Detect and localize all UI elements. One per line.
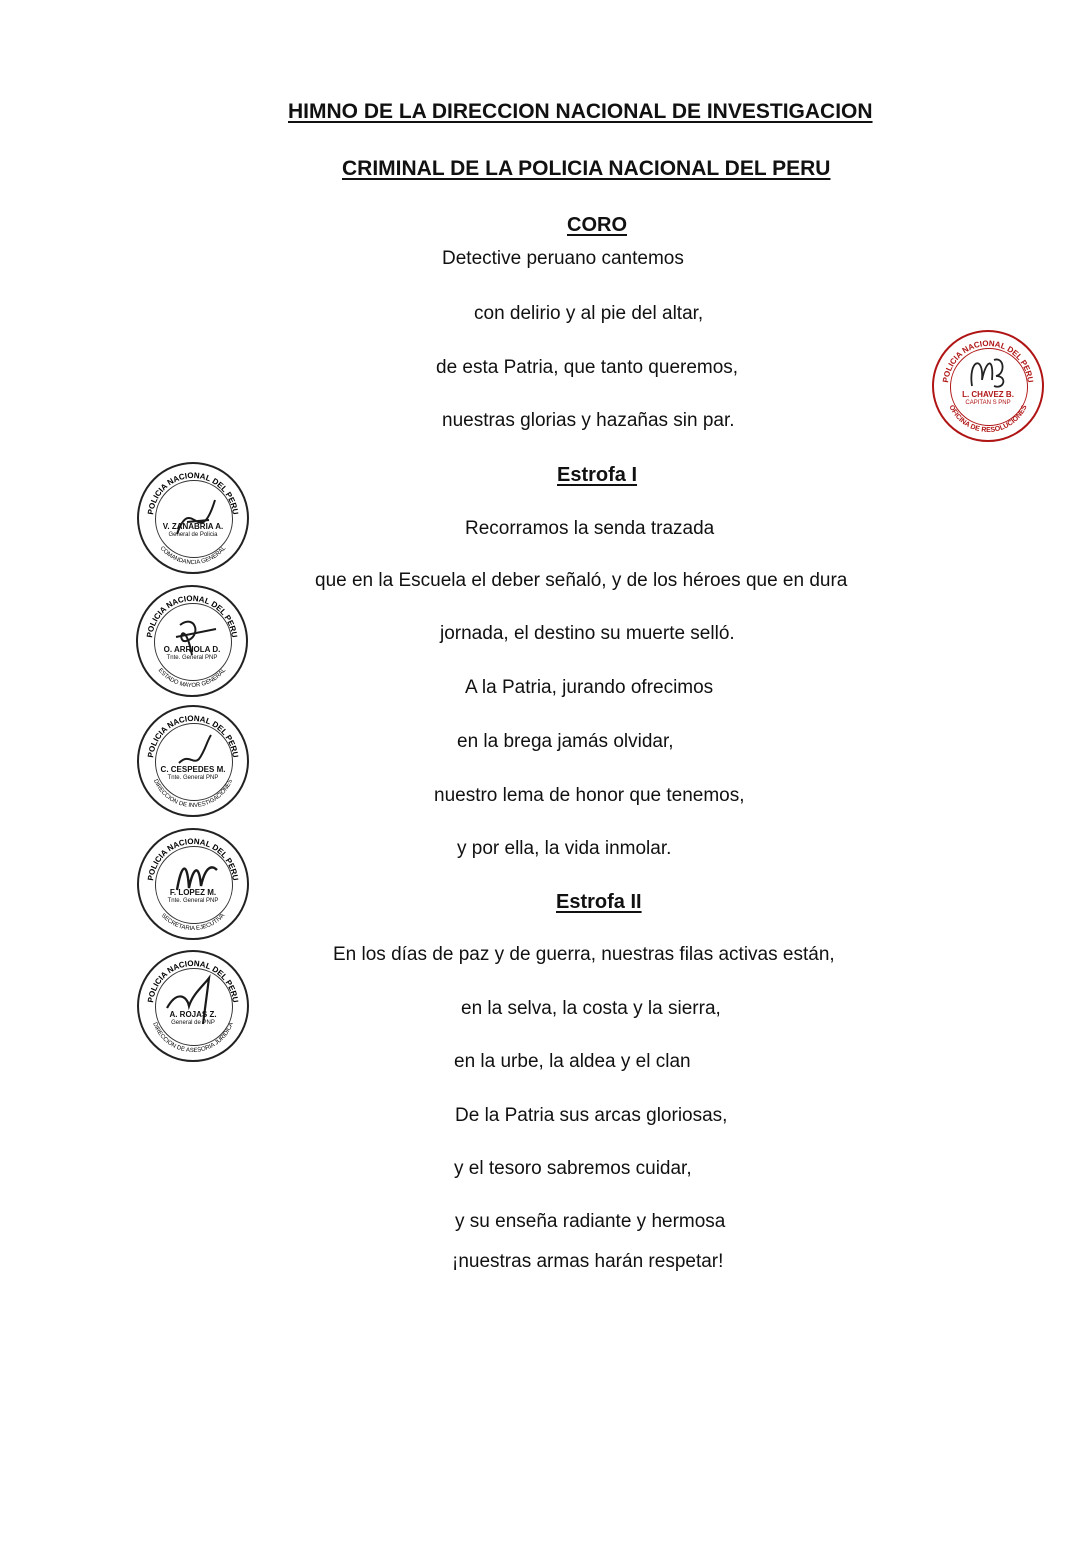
estrofa-2-line: De la Patria sus arcas gloriosas, xyxy=(455,1105,728,1126)
red-seal-rank: CAPITAN S PNP xyxy=(965,400,1011,406)
coro-line: de esta Patria, que tanto queremos, xyxy=(436,357,739,378)
seal-ring-bottom: ESTADO MAYOR GENERAL xyxy=(156,667,228,690)
seal-name: V. ZANABRIA A. xyxy=(162,522,224,531)
seal-name: O. ARRIOLA D. xyxy=(163,645,221,654)
seal-rank: General de Policia xyxy=(168,532,218,538)
estrofa-1-line: que en la Escuela el deber señaló, y de los héroes que en dura xyxy=(315,570,848,591)
seal-ring-top: POLICIA NACIONAL DEL PERU xyxy=(145,593,239,639)
seal-ring-top: POLICIA NACIONAL DEL PERU xyxy=(146,958,240,1004)
estrofa-1-line: en la brega jamás olvidar, xyxy=(457,731,674,752)
seal-ring-bottom: SECRETARIA EJECUTIVA xyxy=(159,912,227,933)
seal-ring-top: POLICIA NACIONAL DEL PERU xyxy=(146,470,240,516)
estrofa-2-heading: Estrofa II xyxy=(556,891,642,913)
coro-heading: CORO xyxy=(567,214,627,236)
seal-name: A. ROJAS Z. xyxy=(169,1010,217,1019)
estrofa-1-line: Recorramos la senda trazada xyxy=(465,518,715,539)
estrofa-2-line: en la selva, la costa y la sierra, xyxy=(461,998,721,1019)
estrofa-1-line: nuestro lema de honor que tenemos, xyxy=(434,785,745,806)
title-line-1: HIMNO DE LA DIRECCION NACIONAL DE INVESTIGACION xyxy=(288,100,873,123)
estrofa-1-line: A la Patria, jurando ofrecimos xyxy=(465,677,714,698)
police-seal xyxy=(137,462,249,574)
seal-rank: Tnte. General PNP xyxy=(167,898,219,904)
coro-line: con delirio y al pie del altar, xyxy=(474,303,704,324)
seal-ring-bottom: DIRECCION DE INVESTIGACIONES xyxy=(151,778,235,810)
estrofa-1-line: jornada, el destino su muerte selló. xyxy=(440,623,735,644)
seal-rank: General de PNP xyxy=(171,1020,215,1026)
estrofa-2-line: En los días de paz y de guerra, nuestras filas activas están, xyxy=(333,944,835,965)
estrofa-2-line: en la urbe, la aldea y el clan xyxy=(454,1051,691,1072)
seal-name: F. LOPEZ M. xyxy=(169,888,217,897)
estrofa-1-line: y por ella, la vida inmolar. xyxy=(457,838,672,859)
police-seal xyxy=(137,705,249,817)
police-seal xyxy=(137,828,249,940)
estrofa-2-line: y su enseña radiante y hermosa xyxy=(455,1211,726,1232)
seal-rank: Tnte. General PNP xyxy=(166,655,218,661)
coro-line: Detective peruano cantemos xyxy=(442,248,684,269)
estrofa-2-line: y el tesoro sabremos cuidar, xyxy=(454,1158,692,1179)
estrofa-1-heading: Estrofa I xyxy=(557,464,638,486)
seal-rank: Tnte. General PNP xyxy=(167,775,219,781)
estrofa-2-line: ¡nuestras armas harán respetar! xyxy=(452,1251,724,1272)
red-resolution-seal xyxy=(932,330,1044,442)
coro-line: nuestras glorias y hazañas sin par. xyxy=(442,410,735,431)
seal-ring-bottom: COMANDANCIA GENERAL xyxy=(158,545,228,567)
seal-name: C. CESPEDES M. xyxy=(160,765,226,774)
police-seal xyxy=(136,585,248,697)
red-seal-name: L. CHAVEZ B. xyxy=(962,390,1014,399)
seal-ring-top: POLICIA NACIONAL DEL PERU xyxy=(146,713,240,759)
seal-ring-top: POLICIA NACIONAL DEL PERU xyxy=(146,836,240,882)
red-seal-ring-bottom: OFICINA DE RESOLUCIONES xyxy=(947,404,1029,435)
police-seal xyxy=(137,950,249,1062)
seal-ring-bottom: DIRECCION DE ASESORIA JURIDICA xyxy=(151,1021,235,1055)
title-line-2: CRIMINAL DE LA POLICIA NACIONAL DEL PERU xyxy=(342,157,831,180)
red-seal-ring-top: POLICIA NACIONAL DEL PERU xyxy=(941,338,1035,384)
